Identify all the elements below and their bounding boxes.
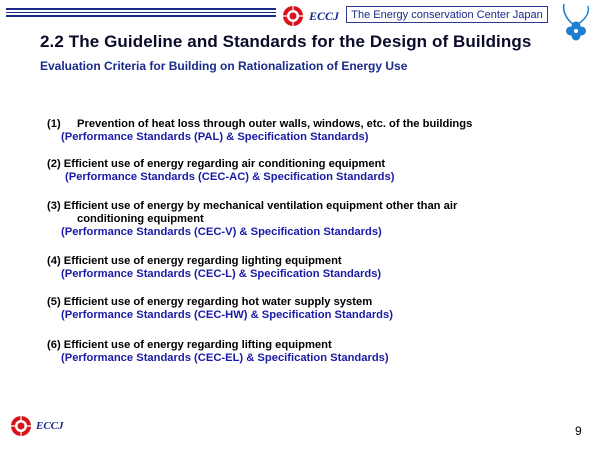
organization-name: The Energy conservation Center Japan <box>346 6 548 23</box>
item-standards: (Performance Standards (CEC-L) & Specification Standards) <box>61 268 382 280</box>
eccj-logo-text: ECCJ <box>36 420 64 432</box>
item-text: Prevention of heat loss through outer walls, windows, etc. of the buildings <box>77 118 473 130</box>
item-number: (4) <box>47 255 61 267</box>
page-title: 2.2 The Guideline and Standards for the Design of Buildings <box>40 32 532 51</box>
item-standards: (Performance Standards (CEC-V) & Specification Standards) <box>61 226 382 238</box>
item-text: Efficient use of energy by mechanical ventilation equipment other than air <box>63 200 458 212</box>
criteria-item-2 <box>47 158 547 184</box>
item-number: (1) <box>47 118 61 130</box>
item-number: (2) <box>47 158 61 170</box>
item-text: Efficient use of energy regarding lighting equipment <box>63 255 342 267</box>
item-standards: (Performance Standards (PAL) & Specification Standards) <box>61 131 369 143</box>
item-text: Efficient use of energy regarding hot water supply system <box>63 296 373 308</box>
eccj-emblem-icon <box>10 415 32 437</box>
criteria-item-5 <box>47 296 547 322</box>
page-subtitle: Evaluation Criteria for Building on Rationalization of Energy Use <box>40 59 408 73</box>
item-text: Efficient use of energy regarding lifting equipment <box>63 339 332 351</box>
item-standards: (Performance Standards (CEC-HW) & Specification Standards) <box>61 309 393 321</box>
item-number: (6) <box>47 339 61 351</box>
eccj-logo-bottom <box>10 415 64 437</box>
criteria-item-3 <box>47 200 547 239</box>
item-standards: (Performance Standards (CEC-AC) & Specification Standards) <box>65 171 395 183</box>
item-text-continued: conditioning equipment <box>77 213 204 225</box>
page-number: 9 <box>575 424 582 438</box>
criteria-item-6 <box>47 339 547 365</box>
item-standards: (Performance Standards (CEC-EL) & Specification Standards) <box>61 352 389 364</box>
item-text: Efficient use of energy regarding air conditioning equipment <box>63 158 386 170</box>
criteria-item-4 <box>47 255 547 281</box>
item-number: (5) <box>47 296 61 308</box>
eccj-logo-text: ECCJ <box>309 8 340 23</box>
item-number: (3) <box>47 200 61 212</box>
criteria-item-1 <box>47 118 547 144</box>
